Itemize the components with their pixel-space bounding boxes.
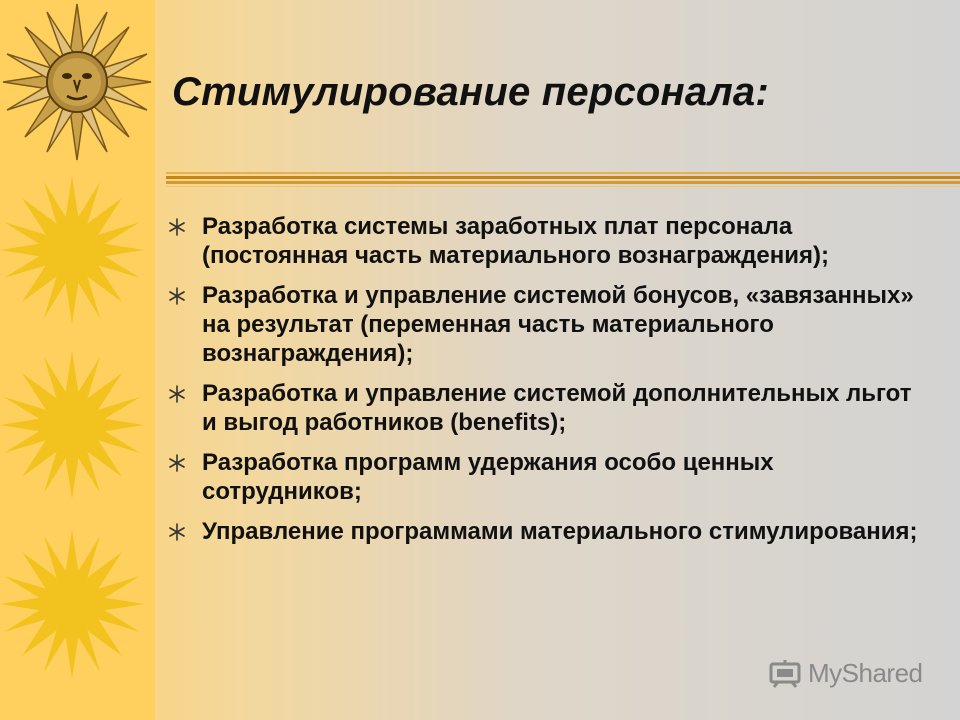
bullet-list [166,212,926,557]
watermark-logo [768,656,928,690]
bullet-item [166,212,926,270]
watermark-text: MyShared [808,657,923,688]
bullet-item [166,517,926,546]
bullet-text: Управление программами материального стимулирования; [202,518,918,545]
star-bullet-icon [168,454,186,472]
projector-icon [768,658,802,688]
bullet-text: Разработка и управление системой дополнительных льгот и выгод работников (benefits); [202,380,912,436]
sun-icon [0,345,150,505]
star-bullet-icon [168,385,186,403]
bullet-text: Разработка программ удержания особо ценных сотрудников; [202,449,774,505]
bullet-item [166,448,926,506]
sun-icon [0,170,150,330]
bullet-text: Разработка системы заработных плат персонала (постоянная часть материального вознаграждения); [202,213,829,269]
bullet-text: Разработка и управление системой бонусов, «завязанных» на результат (переменная часть материального вознаграждения); [202,282,914,367]
sun-icon [0,520,150,690]
sun-face-icon [2,2,152,162]
title-underline-rule [166,172,960,188]
star-bullet-icon [168,287,186,305]
star-bullet-icon [168,523,186,541]
star-bullet-icon [168,218,186,236]
slide-title: Стимулирование персонала: [172,70,769,114]
bullet-item [166,281,926,368]
bullet-item [166,379,926,437]
